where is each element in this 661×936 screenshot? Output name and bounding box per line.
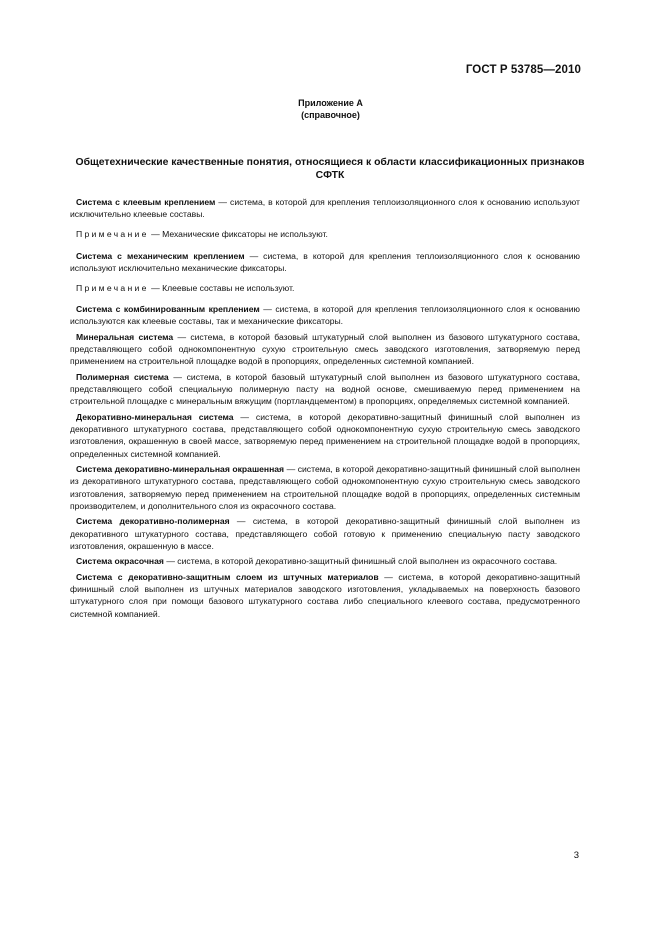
definition-paragraph: [70, 515, 580, 552]
document-body: [70, 196, 580, 620]
definition-text: — система, в которой базовый штукатурный слой выполнен из базового штукатурного состава, представляющего собой специальную полимерную пасту на водной основе, смешиваемую перед применением на строительной площадке с минеральным вяжущим (портландцементом) в пропорциях, определяемых системной компанией.: [70, 372, 580, 407]
note-text: — Механические фиксаторы не используют.: [148, 229, 328, 240]
definition-text: — система, в которой для крепления теплоизоляционного слоя к основанию используют исключительно клеевые составы.: [70, 197, 580, 220]
definition-text: — система, в которой для крепления теплоизоляционного слоя к основанию используются как клеевые составы, так и механические фиксаторы.: [70, 304, 580, 327]
term: Система с комбинированным креплением: [76, 304, 260, 315]
document-title: Общетехнические качественные понятия, относящиеся к области классификационных признаков СФТК: [75, 157, 585, 181]
note-label: Примечание: [76, 283, 149, 294]
definition-text: — система, в которой декоративно-защитный финишный слой выполнен из окрасочного состава.: [163, 556, 558, 567]
definition-paragraph: [70, 571, 580, 620]
definition-text: — система, в которой для крепления теплоизоляционного слоя к основанию используют исключительно механические фиксаторы.: [70, 250, 581, 273]
document-code: ГОСТ Р 53785—2010: [465, 64, 581, 76]
appendix-subtitle: (справочное): [301, 110, 360, 120]
definition-text: — система, в которой декоративно-защитный финишный слой выполнен из декоративного штукатурного состава, представляющего собой однокомпонентную сухую строительную смесь заводского изготовления, затворяемую перед применением на строительной площадке водой в пропорциях, определенных системным производителем, и дополнительного слоя из окрасочного состава.: [70, 464, 580, 511]
term: Система декоративно-полимерная: [76, 516, 230, 527]
term: Система окрасочная: [76, 556, 164, 567]
note-label: Примечание: [76, 229, 149, 240]
term: Декоративно-минеральная система: [76, 412, 234, 423]
definition-paragraph: [70, 555, 580, 567]
definition-text: — система, в которой декоративно-защитный финишный слой выполнен из штучных материалов заводского изготовления, укладываемых на поверхность базового штукатурного слоя при помощи базового штукатурного состава либо специального клеевого состава, предусмотренного системной компанией.: [70, 572, 580, 619]
definition-paragraph: [70, 196, 580, 220]
note-paragraph: [70, 282, 580, 294]
term: Система декоративно-минеральная окрашенная: [76, 464, 285, 475]
term: Система с клеевым креплением: [76, 197, 216, 207]
definition-paragraph: [70, 371, 580, 408]
definition-text: — система, в которой декоративно-защитный финишный слой выполнен из декоративного штукатурного состава, представляющего собой однокомпонентную сухую строительную смесь заводского изготовления, окрашенную в своей массе, затворяемую перед применением на строительной площадке водой в пропорциях, определенных системной компанией.: [70, 412, 580, 459]
term: Система с механическим креплением: [76, 250, 245, 261]
note-text: — Клеевые составы не используют.: [148, 283, 295, 294]
definition-text: — система, в которой базовый штукатурный слой выполнен из базового штукатурного состава, представляющего собой однокомпонентную сухую строительную смесь заводского изготовления, затворяемую перед применением на строительной площадке водой в пропорциях, определенных системной компанией.: [70, 332, 580, 367]
note-paragraph: [70, 228, 580, 240]
definition-paragraph: [70, 250, 580, 274]
page-number: 3: [573, 850, 579, 861]
definition-paragraph: [70, 463, 580, 512]
term: Система с декоративно-защитным слоем из штучных материалов: [76, 572, 379, 583]
appendix-heading: [0, 97, 661, 121]
definition-text: — система, в которой декоративно-защитный финишный слой выполнен из декоративного штукатурного состава, представляющего собой готовую к применению специальную пасту заводского изготовления, окрашенную в массе.: [70, 516, 580, 551]
term: Полимерная система: [76, 372, 169, 383]
term: Минеральная система: [76, 332, 174, 343]
definition-paragraph: [70, 411, 580, 460]
definition-paragraph: [70, 303, 580, 327]
definition-paragraph: [70, 331, 580, 368]
appendix-title: Приложение А: [298, 98, 363, 108]
